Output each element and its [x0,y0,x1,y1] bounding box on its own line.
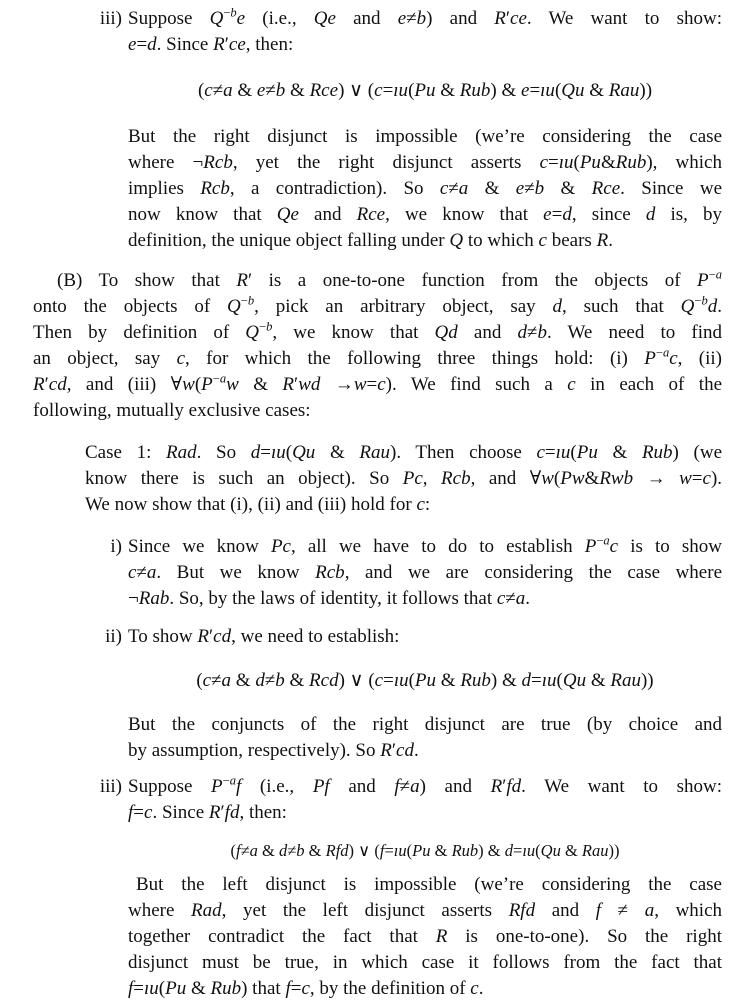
item-label-iii: iii) [99,776,122,797]
list-item-i [33,534,722,612]
text-line: f=ıu(Pu & Rub) that f=c, by the definition of c. [128,978,484,999]
paragraph-B [33,268,722,424]
text-line: (B) To show that R′ is a one-to-one function from the objects of $P^{-a}$ [57,268,722,291]
item-body [128,774,722,1002]
item-body [128,534,722,612]
text-line: where Rad, yet the left disjunct asserts Rfd and f ≠ a, which [128,900,722,921]
text-line: But the right disjunct is impossible (we’re considering the case [128,126,722,147]
item-label-ii: ii) [105,626,122,647]
item-label-iii: iii) [99,8,122,29]
text-line: implies Rcb, a contradiction). So c≠a & e≠b & Rce. Since we [128,178,722,199]
text-line: now know that Qe and Rce, we know that e=d, since d is, by [128,204,722,225]
item-text [128,534,722,612]
text-line: disjunct must be true, in which case it follows from the fact that [128,952,722,973]
text-line: Case 1: Rad. So d=ıu(Qu & Rau). Then choose c=ıu(Pu & Rub) (we [85,442,722,463]
text-line: onto the objects of $Q^{-b}$, pick an arbitrary object, say d, such that $Q^{-b}d$. [33,294,722,317]
text-line: know there is such an object). So Pc, Rcb, and ∀w(Pw&Rwb → w=c). [85,468,722,489]
item-text [128,624,722,650]
text-line: But the conjuncts of the right disjunct are true (by choice and [128,714,722,735]
item-paragraph [128,872,722,1002]
list-item-ii [33,624,722,764]
display-formula-2: (c≠a & d≠b & Rcd) ∨ (c=ıu(Pu & Rub) & d=ıu(Qu & Rau)) [196,670,654,691]
text-line: But the left disjunct is impossible (we’re considering the case [136,874,722,895]
item-text [128,6,722,58]
list-item-iii-lower [33,774,722,1002]
text-line: Suppose $P^{-a}f$ (i.e., Pf and f≠a) and R′fd. We want to show: [128,774,722,797]
item-body [128,624,722,764]
item-paragraph [128,712,722,764]
text-line: together contradict the fact that R is one-to-one). So the right [128,926,722,947]
text-line: by assumption, respectively). So R′cd. [128,740,419,761]
list-item-iii-top [33,6,722,254]
display-formula-1: (c≠a & e≠b & Rce) ∨ (c=ıu(Pu & Rub) & e=ıu(Qu & Rau)) [197,80,653,101]
text-line: where ¬Rcb, yet the right disjunct asserts c=ıu(Pu&Rub), which [128,152,722,173]
item-text [128,774,722,826]
text-line: an object, say c, for which the following three things hold: (i) $P^{-a}c$, (ii) [33,346,722,369]
text-line: following, mutually exclusive cases: [33,400,311,421]
text-line: ¬Rab. So, by the laws of identity, it follows that c≠a. [128,588,530,609]
text-line: To show R′cd, we need to establish: [128,626,400,647]
text-line: f=c. Since R′fd, then: [128,802,287,823]
text-line: Then by definition of $Q^{-b}$, we know that Qd and d≠b. We need to find [33,320,722,343]
text-line: Since we know Pc, all we have to do to establish $P^{-a}c$ is to show [128,534,722,557]
text-line: e=d. Since R′ce, then: [128,34,294,55]
item-label-i: i) [110,536,122,557]
case-1-paragraph [85,440,722,518]
display-formula-3: (f≠a & d≠b & Rfd) ∨ (f=ıu(Pu & Rub) & d=ıu(Qu & Rau)) [230,841,620,860]
text-line: We now show that (i), (ii) and (iii) hold for c: [85,494,431,515]
text-line: definition, the unique object falling under Q to which c bears R. [128,230,613,251]
text-line: Suppose $Q^{-b}e$ (i.e., Qe and e≠b) and R′ce. We want to show: [128,6,722,29]
text-line: c≠a. But we know Rcb, and we are considering the case where [128,562,722,583]
item-body [128,6,722,254]
item-paragraph [128,124,722,254]
text-line: R′cd, and (iii) $\forall w(P^{-a}w$ & R′wd →w=c). We find such a c in each of the [33,372,722,395]
